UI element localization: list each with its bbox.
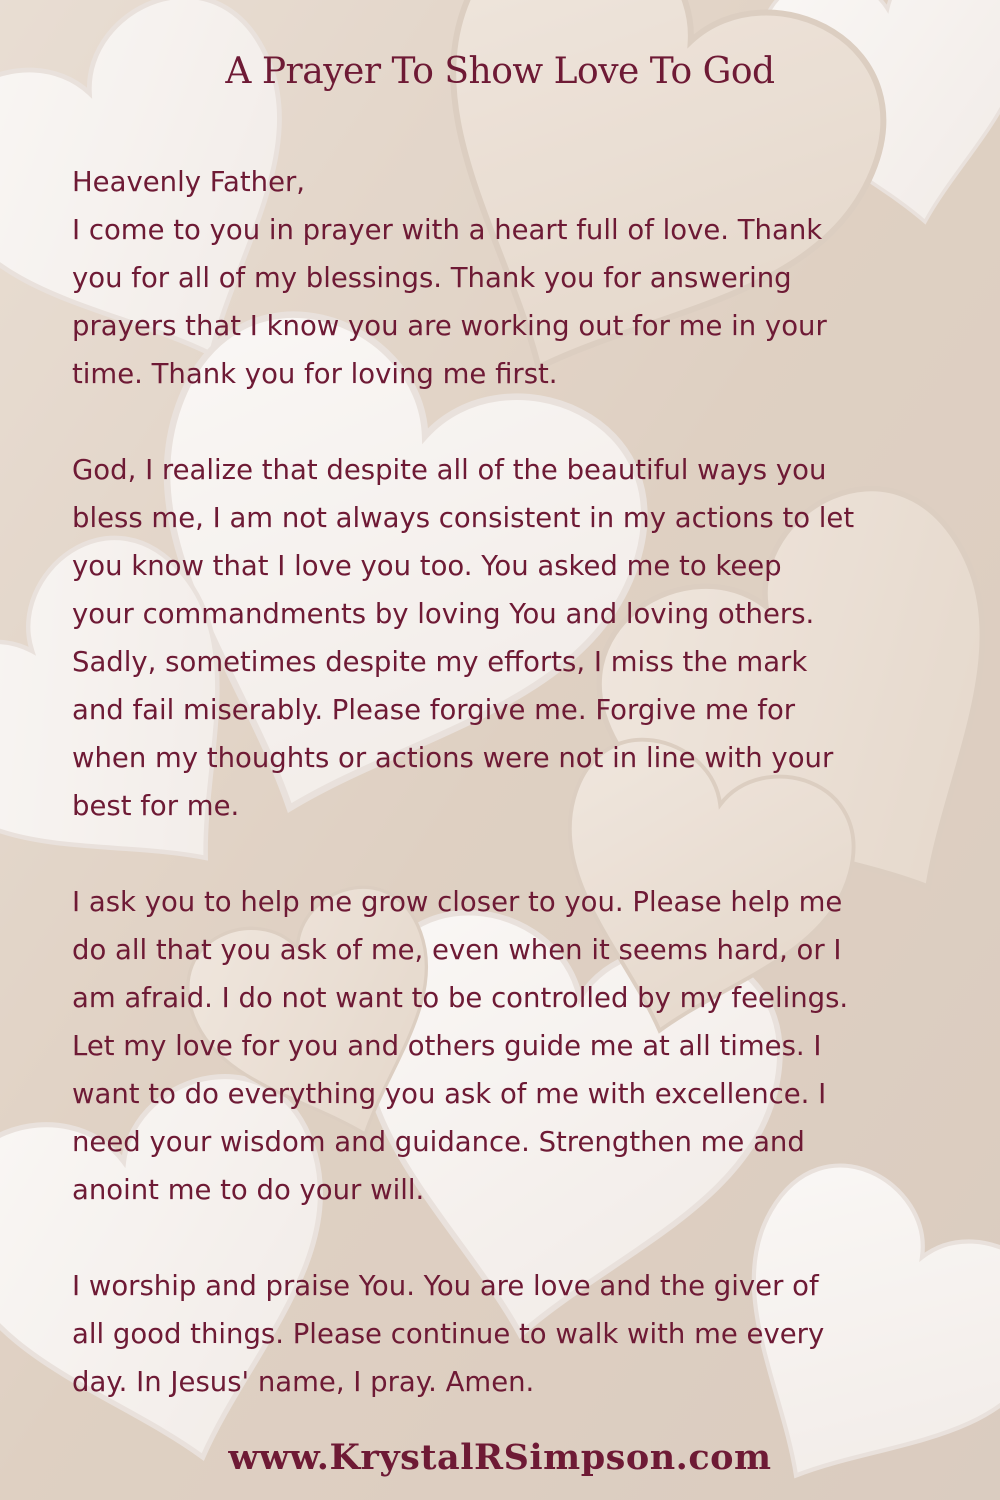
prayer-line: best for me. [72, 790, 240, 822]
prayer-line: day. In Jesus' name, I pray. Amen. [72, 1366, 535, 1398]
prayer-line: your commandments by loving You and loving others. [72, 598, 815, 630]
prayer-line: Sadly, sometimes despite my efforts, I miss the mark [72, 646, 808, 678]
prayer-line: I worship and praise You. You are love and the giver of [72, 1270, 819, 1302]
prayer-line: all good things. Please continue to walk with me every [72, 1318, 825, 1350]
prayer-paragraph-4 [72, 1262, 952, 1406]
prayer-line: I ask you to help me grow closer to you. Please help me [72, 886, 843, 918]
prayer-line: Let my love for you and others guide me at all times. I [72, 1030, 822, 1062]
prayer-line: do all that you ask of me, even when it seems hard, or I [72, 934, 842, 966]
prayer-line: time. Thank you for loving me first. [72, 358, 558, 390]
prayer-line: I come to you in prayer with a heart full of love. Thank [72, 214, 823, 246]
prayer-paragraph-3 [72, 878, 952, 1214]
prayer-line: anoint me to do your will. [72, 1174, 425, 1206]
website-url: www.KrystalRSimpson.com [228, 1437, 772, 1478]
prayer-line: am afraid. I do not want to be controlled by my feelings. [72, 982, 849, 1014]
prayer-line: prayers that I know you are working out for me in your [72, 310, 827, 342]
prayer-line: need your wisdom and guidance. Strengthen me and [72, 1126, 805, 1158]
prayer-line: you for all of my blessings. Thank you for answering [72, 262, 792, 294]
prayer-paragraph-2 [72, 446, 952, 830]
prayer-line: you know that I love you too. You asked me to keep [72, 550, 782, 582]
page-title: A Prayer To Show Love To God [225, 51, 775, 92]
prayer-text [72, 158, 952, 1406]
prayer-line: want to do everything you ask of me with excellence. I [72, 1078, 827, 1110]
prayer-line: and fail miserably. Please forgive me. Forgive me for [72, 694, 796, 726]
prayer-line: bless me, I am not always consistent in my actions to let [72, 502, 855, 534]
prayer-line: God, I realize that despite all of the beautiful ways you [72, 454, 827, 486]
prayer-line: when my thoughts or actions were not in line with your [72, 742, 834, 774]
prayer-line: Heavenly Father, [72, 166, 306, 198]
prayer-paragraph-1 [72, 158, 952, 398]
